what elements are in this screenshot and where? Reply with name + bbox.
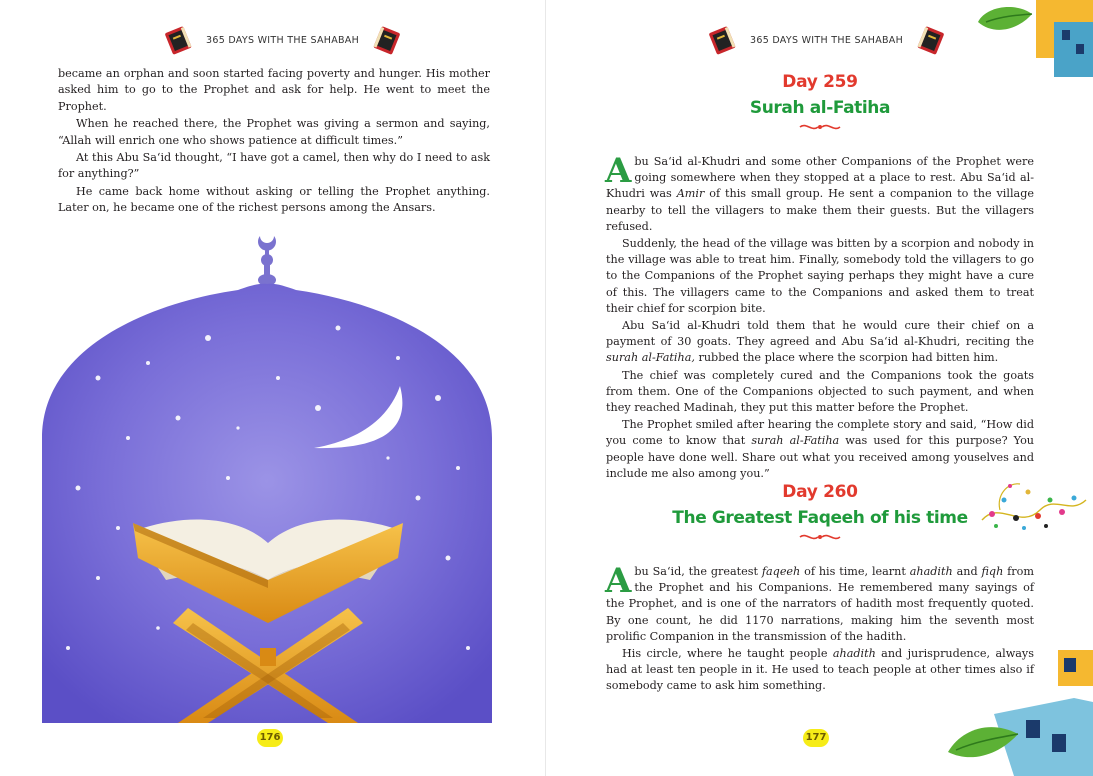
day-number: Day 260 bbox=[782, 482, 858, 502]
running-title: 365 DAYS WITH THE SAHABAH bbox=[750, 34, 904, 46]
running-title: 365 DAYS WITH THE SAHABAH bbox=[206, 34, 360, 46]
page-number: 176 bbox=[257, 729, 283, 747]
flourish-ornament bbox=[798, 532, 842, 542]
running-head-right bbox=[706, 22, 947, 58]
paragraph: The Prophet smiled after hearing the complete story and said, “How did you come to know that surah al-Fatiha was used for this purpose? You people have done well. Share out what you received among youselves and include me also among you.” bbox=[606, 418, 1035, 480]
day-title: The Greatest Faqeeh of his time bbox=[672, 508, 968, 528]
left-body-text bbox=[58, 66, 490, 218]
running-head-left bbox=[162, 22, 403, 58]
page-number: 177 bbox=[803, 729, 829, 747]
book-icon bbox=[371, 25, 403, 55]
dropcap: A bbox=[605, 151, 632, 191]
paragraph: Abu Sa‘id al-Khudri told them that he would cure their chief on a payment of 30 goats. They agreed and Abu Sa‘id al-Khudri, reciting the surah al-Fatiha, rubbed the place where the scorpion had bitten him. bbox=[606, 319, 1034, 365]
day-title: Surah al-Fatiha bbox=[749, 98, 891, 118]
leaf-and-window-decoration bbox=[976, 0, 1093, 80]
paragraph: Suddenly, the head of the village was bitten by a scorpion and nobody in the village was able to treat him. Finally, somebody told the villagers to go to the Companions of the Prophet saying perhaps they might have a cure of this. The villagers came to the Companions and asked them to treat their chief for scorpion bite. bbox=[606, 237, 1034, 315]
paragraph: Abu Sa‘id al-Khudri and some other Companions of the Prophet were going somewhere when they stopped at a place to rest. Abu Sa‘id al-Khudri was Amir of this small group. He sent a companion to the village nearby to tell the villagers to make them their guests. But the villagers refused. bbox=[605, 151, 1034, 233]
flourish-ornament bbox=[798, 122, 842, 132]
paragraph: The chief was completely cured and the Companions took the goats from them. One of the Companions objected to such payment, and when they reached Madinah, they put this matter before the Prophet. bbox=[606, 368, 1034, 415]
dropcap: A bbox=[605, 561, 632, 601]
left-page bbox=[0, 0, 546, 776]
leaf-and-window-decoration bbox=[944, 648, 1093, 776]
day-number: Day 259 bbox=[782, 72, 858, 92]
quran-on-stand-illustration bbox=[38, 228, 498, 723]
right-page bbox=[546, 0, 1093, 776]
book-icon bbox=[162, 25, 194, 55]
paragraph: Abu Sa‘id, the greatest faqeeh of his time, learnt ahadith and fiqh from the Prophet and his Companions. He remembered many sayings of the Prophet, and is one of the narrators of hadith most frequently quoted. By one count, he did 1170 narrations, making him the seventh most prolific Companion in the transmission of the hadith. bbox=[605, 561, 1034, 643]
book-icon bbox=[706, 25, 738, 55]
book-icon bbox=[915, 25, 947, 55]
paragraph: became an orphan and soon started facing poverty and hunger. His mother asked him to go to the Prophet and ask for help. He went to meet the Prophet. bbox=[58, 67, 490, 113]
day-259-heading bbox=[606, 72, 1034, 132]
paragraph: At this Abu Sa‘id thought, “I have got a camel, then why do I need to ask for anything?” bbox=[58, 151, 490, 181]
paragraph: His circle, where he taught people ahadith and jurisprudence, always had at least ten people in it. He used to teach people at other times also if somebody came to ask him something. bbox=[606, 647, 1034, 693]
paragraph: When he reached there, the Prophet was giving a sermon and saying, “Allah will enrich one who shows patience at difficult times.” bbox=[58, 117, 490, 147]
day-259-body bbox=[605, 151, 1035, 483]
paragraph: He came back home without asking or telling the Prophet anything. Later on, he became one of the richest persons among the Ansars. bbox=[58, 184, 490, 215]
day-260-heading bbox=[606, 482, 1034, 542]
